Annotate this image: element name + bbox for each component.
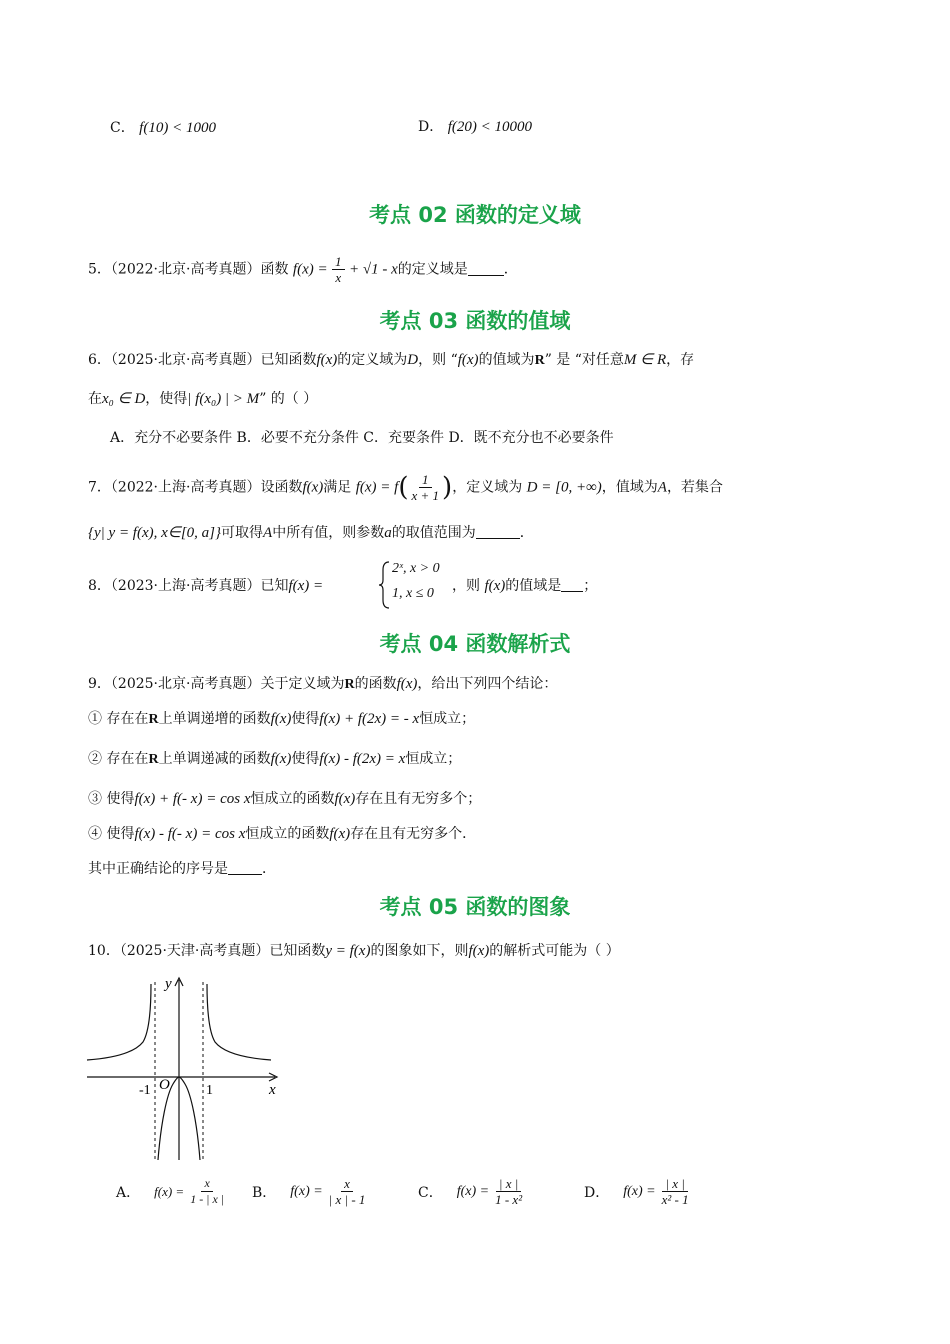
denominator: x + 1 xyxy=(411,488,440,503)
section-heading-05: 考点 05 函数的图象 xyxy=(379,895,571,919)
q10-option-c xyxy=(418,1176,525,1207)
numerator: 1 xyxy=(419,472,432,488)
text: 已知 xyxy=(260,578,289,594)
section-heading-04: 考点 04 函数解析式 xyxy=(379,632,571,656)
text: 上单调递减的函数 xyxy=(158,751,271,767)
text: ，值域为 xyxy=(601,479,658,496)
text: ③ 使得 xyxy=(88,791,135,807)
function-symbol: f(x) xyxy=(302,479,324,496)
text: ，使得 xyxy=(145,391,188,407)
option-label: B． xyxy=(252,1184,277,1201)
function-expression: f(x) = xyxy=(292,261,328,278)
question-source: （2022·上海·高考真题） xyxy=(110,479,261,496)
question-9 xyxy=(88,674,557,695)
question-6-options: A．充分不必要条件 B．必要不充分条件 C．充要条件 D．既不充分也不必要条件 xyxy=(110,430,614,446)
section-heading-02: 考点 02 函数的定义域 xyxy=(369,203,581,227)
sqrt-expression: + √1 - x xyxy=(349,261,398,278)
question-source: （2025·北京·高考真题） xyxy=(110,352,261,368)
option-lhs: f(x) = xyxy=(456,1183,490,1199)
question-8 xyxy=(88,576,323,596)
text: 的值域为 xyxy=(478,352,535,368)
text: ” 的（ ） xyxy=(259,391,318,407)
text: 存在且有无穷多个． xyxy=(350,826,477,842)
numerator: 1 xyxy=(332,254,345,270)
question-number: 9． xyxy=(88,676,111,692)
option-label: A． xyxy=(116,1184,141,1201)
answer-blank[interactable] xyxy=(228,860,262,875)
text: 满足 xyxy=(323,479,352,496)
text: 的解析式可能为（ ） xyxy=(489,943,620,959)
answer-blank[interactable] xyxy=(476,524,520,539)
text: 的值域是 xyxy=(505,578,562,594)
statement-4 xyxy=(88,824,476,844)
function-symbol: f(x) xyxy=(329,826,351,842)
y-axis-label: y xyxy=(165,976,172,992)
statement-1 xyxy=(88,709,475,730)
function-symbol: f(x) xyxy=(484,578,506,594)
curve-left-branch xyxy=(87,984,151,1060)
answer-blank[interactable] xyxy=(468,261,504,276)
set-expression: {y| y = f(x), x∈[0, a]} xyxy=(88,525,222,541)
x-axis-label: x xyxy=(269,1082,276,1098)
option-label: D． xyxy=(418,119,444,135)
text: 恒成立的函数 xyxy=(250,791,335,807)
origin-label: O xyxy=(159,1077,170,1093)
text: 已知函数 xyxy=(260,352,317,368)
numerator: | x | xyxy=(496,1176,521,1192)
text: 的取值范围为 xyxy=(391,525,476,541)
fraction xyxy=(659,1176,692,1207)
question-source: （2023·上海·高考真题） xyxy=(110,578,261,594)
denominator: x xyxy=(335,270,342,285)
domain-symbol: D xyxy=(407,352,419,368)
question-number: 6． xyxy=(88,352,111,368)
function-symbol: f(x) xyxy=(270,711,292,727)
question-source: （2025·天津·高考真题） xyxy=(119,943,270,959)
option-label: C． xyxy=(110,120,135,136)
question-source: （2025·北京·高考真题） xyxy=(110,676,261,692)
text: 恒成立的函数 xyxy=(245,826,330,842)
question-number: 7． xyxy=(88,479,111,496)
text: 已知函数 xyxy=(269,943,326,959)
question-number: 10． xyxy=(88,943,120,959)
text: 的定义域是 xyxy=(397,261,468,278)
range-symbol: A xyxy=(263,525,273,541)
text: ，给出下列四个结论： xyxy=(417,676,558,692)
text: 设函数 xyxy=(260,479,303,496)
function-expression: f(x) = xyxy=(288,578,324,594)
fraction xyxy=(492,1176,525,1207)
q10-option-d xyxy=(584,1176,692,1207)
fraction xyxy=(332,254,345,285)
q4-option-d xyxy=(418,117,532,137)
numerator: x xyxy=(201,1176,212,1192)
text: 的图象如下，则 xyxy=(370,943,469,959)
brace-icon xyxy=(378,560,392,610)
text: 可取得 xyxy=(221,525,264,541)
text: ” 是 “对任意 xyxy=(544,352,624,368)
option-lhs: f(x) = xyxy=(623,1183,656,1199)
question-9-ask xyxy=(88,859,276,879)
function-graph xyxy=(85,972,285,1164)
text: 存在且有无穷多个； xyxy=(355,791,482,807)
equation: f(x) - f(2x) = x xyxy=(319,751,406,767)
range-symbol: A xyxy=(657,479,667,496)
q4-option-c xyxy=(110,118,216,138)
fraction xyxy=(187,1176,227,1207)
text: ． xyxy=(503,261,518,278)
numerator: | x | xyxy=(662,1176,687,1192)
text: ． xyxy=(519,525,534,541)
option-label: D． xyxy=(584,1184,610,1201)
text: ，则 “ xyxy=(418,352,458,368)
equation: f(x) - f(- x) = cos x xyxy=(134,826,246,842)
function-symbol: f(x) xyxy=(270,751,292,767)
question-8-tail xyxy=(452,576,597,596)
paren: ( xyxy=(398,472,409,503)
q10-option-b xyxy=(252,1176,368,1207)
text: 恒成立； xyxy=(405,751,462,767)
text: ① 存在在 xyxy=(88,711,149,727)
function-symbol: f(x) xyxy=(334,791,356,807)
piecewise-case-1: 2ˣ, x > 0 xyxy=(392,561,440,576)
math-expression: x₀ ∈ D xyxy=(102,391,146,407)
q10-option-a xyxy=(116,1176,227,1207)
piecewise-case-2: 1, x ≤ 0 xyxy=(392,586,434,601)
option-expression: f(20) < 10000 xyxy=(447,119,532,135)
text: ④ 使得 xyxy=(88,826,135,842)
option-lhs: f(x) = xyxy=(154,1183,185,1199)
text: 使得 xyxy=(291,751,320,767)
paren: ) xyxy=(442,472,453,503)
text: 关于定义域为 xyxy=(260,676,345,692)
text: 的函数 xyxy=(354,676,397,692)
text: 函数 xyxy=(260,261,289,278)
text: ； xyxy=(583,578,598,594)
question-7-line-2 xyxy=(88,523,534,543)
real-set-symbol: R xyxy=(148,712,159,727)
graph-svg xyxy=(85,972,285,1164)
numerator: x xyxy=(341,1176,353,1192)
equation: f(x) = f xyxy=(355,479,399,496)
function-symbol: f(x) xyxy=(457,352,479,368)
statement-3 xyxy=(88,789,481,809)
denominator: 1 - x² xyxy=(495,1192,523,1207)
function-symbol: f(x) xyxy=(468,943,490,959)
question-5 xyxy=(88,254,518,285)
question-7-line-1 xyxy=(88,472,723,503)
denominator: | x | - 1 xyxy=(328,1192,366,1207)
question-number: 5． xyxy=(88,261,111,278)
domain-expression: D = [0, +∞) xyxy=(526,479,602,496)
real-set-symbol: R xyxy=(148,752,159,767)
statement-2 xyxy=(88,749,461,770)
option-label: C． xyxy=(418,1184,443,1201)
denominator: 1 - | x | xyxy=(190,1192,225,1206)
text: 上单调递增的函数 xyxy=(158,711,271,727)
tick-label-pos-one: 1 xyxy=(206,1083,213,1098)
question-6-line-1 xyxy=(88,350,694,371)
text: 使得 xyxy=(291,711,320,727)
text: ② 存在在 xyxy=(88,751,149,767)
denominator: x² - 1 xyxy=(661,1192,689,1207)
tick-label-neg-one: -1 xyxy=(139,1083,151,1098)
question-number: 8． xyxy=(88,578,111,594)
text: ，存 xyxy=(666,352,695,368)
math-expression: | f(x₀) | > M xyxy=(187,391,260,407)
question-source: （2022·北京·高考真题） xyxy=(110,261,261,278)
text: 的定义域为 xyxy=(337,352,408,368)
text: 在 xyxy=(88,391,102,407)
text: ． xyxy=(262,861,276,877)
real-set-symbol: R xyxy=(344,677,355,692)
option-expression: f(10) < 1000 xyxy=(139,120,216,136)
piecewise-brace xyxy=(378,560,392,610)
function-symbol: f(x) xyxy=(316,352,338,368)
text: ，则 xyxy=(452,578,480,594)
real-set-symbol: R xyxy=(534,353,545,368)
text: 其中正确结论的序号是 xyxy=(88,861,228,877)
curve-right-branch xyxy=(207,984,271,1060)
math-expression: M ∈ R xyxy=(623,352,667,368)
text: 恒成立； xyxy=(419,711,476,727)
equation: f(x) + f(2x) = - x xyxy=(319,711,420,727)
text: ，定义域为 xyxy=(452,479,523,496)
function-symbol: f(x) xyxy=(396,676,418,692)
text: ，若集合 xyxy=(666,479,723,496)
function-expression: y = f(x) xyxy=(325,943,371,959)
equation: f(x) + f(- x) = cos x xyxy=(134,791,251,807)
answer-blank[interactable] xyxy=(561,577,583,592)
option-lhs: f(x) = xyxy=(290,1183,323,1199)
question-10 xyxy=(88,941,620,961)
section-heading-03: 考点 03 函数的值域 xyxy=(379,309,571,333)
parameter-symbol: a xyxy=(384,525,392,541)
fraction xyxy=(326,1176,369,1207)
text: 中所有值，则参数 xyxy=(272,525,385,541)
fraction xyxy=(409,472,443,503)
question-6-line-2 xyxy=(88,389,317,409)
